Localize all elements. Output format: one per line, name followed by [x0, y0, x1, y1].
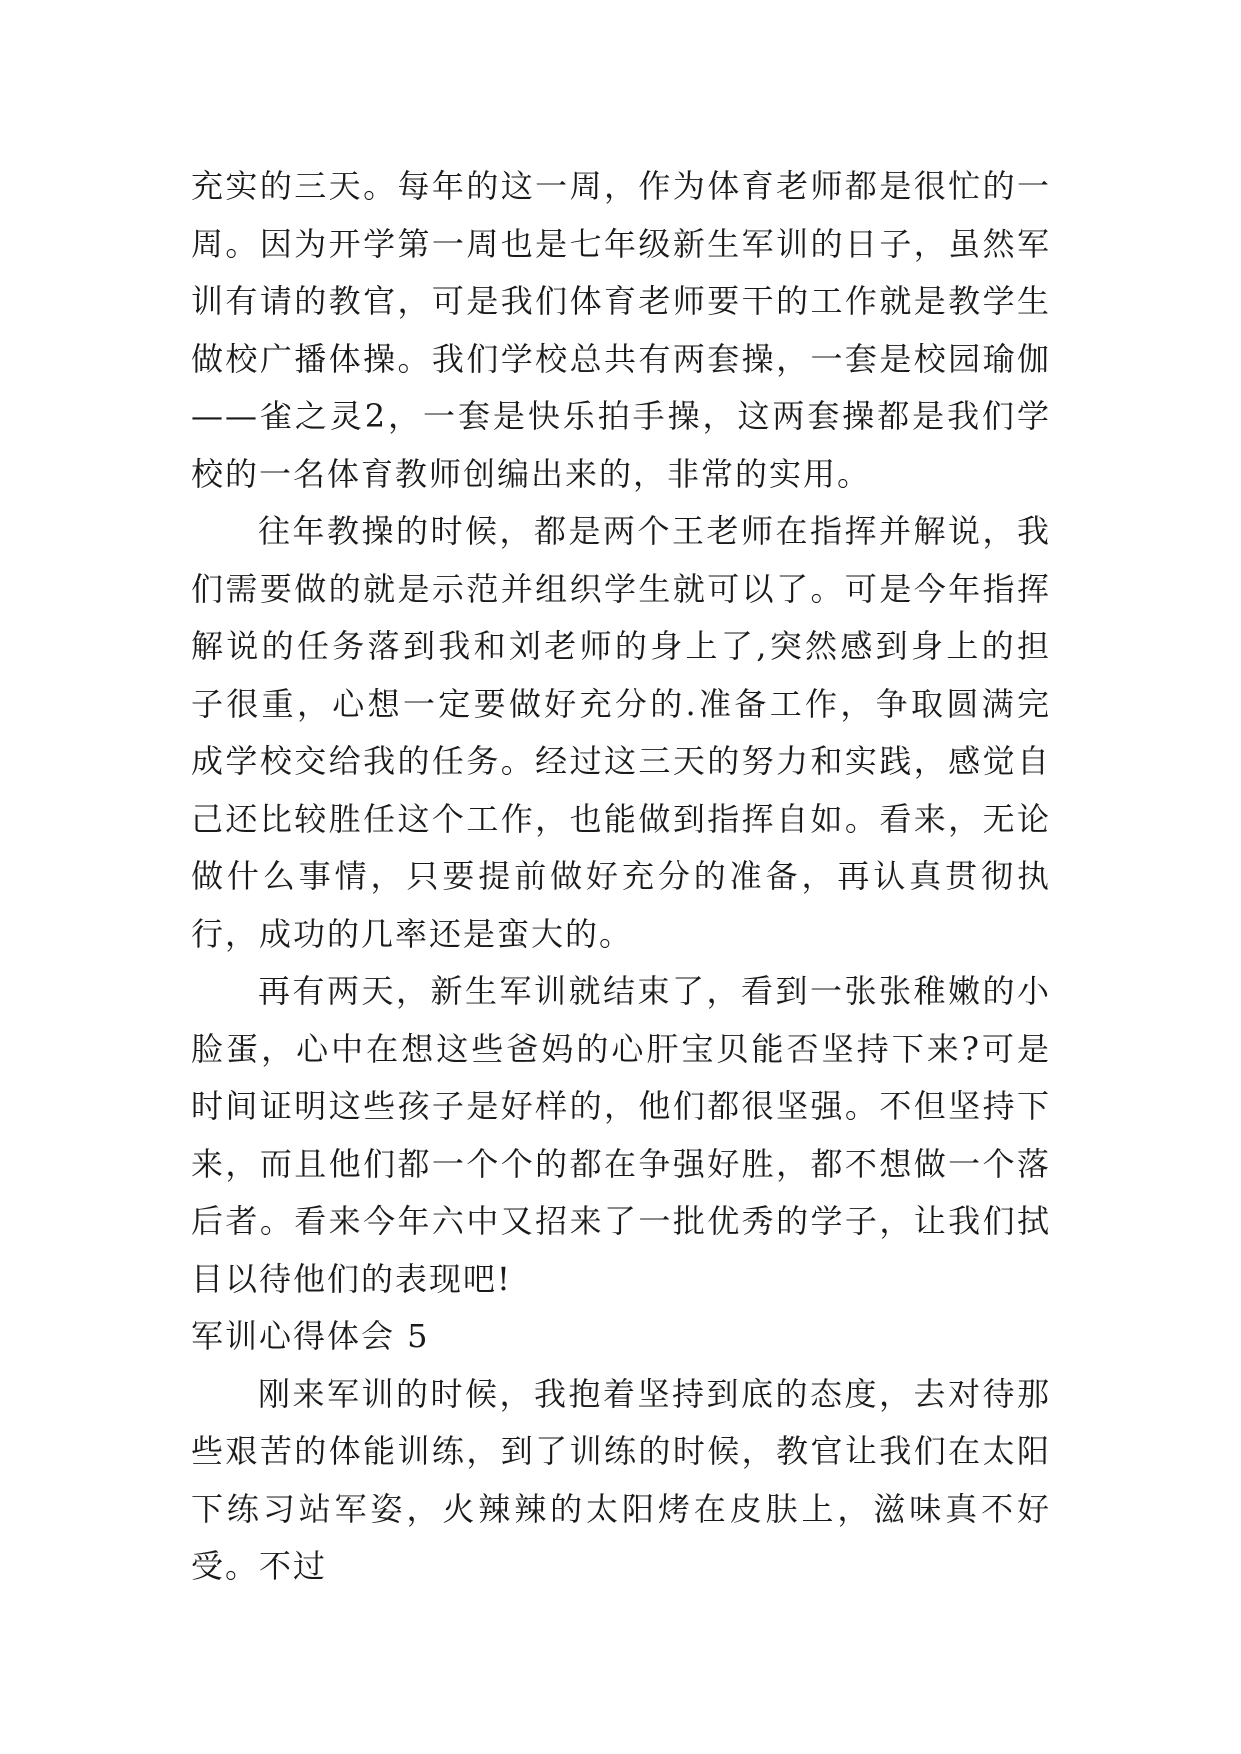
body-paragraph: 往年教操的时候，都是两个王老师在指挥并解说，我们需要做的就是示范并组织学生就可以了。可是今年指挥解说的任务落到我和刘老师的身上了,突然感到身上的担子很重，心想一定要做好充分的.准备工作，争取圆满完成学校交给我的任务。经过这三天的努力和实践，感觉自己还比较胜任这个工作，也能做到指挥自如。看来，无论做什么事情，只要提前做好充分的准备，再认真贯彻执行，成功的几率还是蛮大的。	[191, 512, 1051, 953]
body-paragraph: 充实的三天。每年的这一周，作为体育老师都是很忙的一周。因为开学第一周也是七年级新生军训的日子，虽然军训有请的教官，可是我们体育老师要干的工作就是教学生做校广播体操。我们学校总共有两套操，一套是校园瑜伽——雀之灵2，一套是快乐拍手操，这两套操都是我们学校的一名体育教师创编出来的，非常的实用。	[191, 167, 1051, 493]
body-paragraph: 刚来军训的时候，我抱着坚持到底的态度，去对待那些艰苦的体能训练，到了训练的时候，教官让我们在太阳下练习站军姿，火辣辣的太阳烤在皮肤上，滋味真不好受。不过	[191, 1374, 1051, 1585]
body-paragraph: 再有两天，新生军训就结束了，看到一张张稚嫩的小脸蛋，心中在想这些爸妈的心肝宝贝能否坚持下来?可是时间证明这些孩子是好样的，他们都很坚强。不但坚持下来，而且他们都一个个的都在争强好胜，都不想做一个落后者。看来今年六中又招来了一批优秀的学子，让我们拭目以待他们的表现吧!	[191, 972, 1051, 1298]
section-heading: 军训心得体会 5	[191, 1317, 430, 1355]
document-page	[191, 158, 1051, 1596]
